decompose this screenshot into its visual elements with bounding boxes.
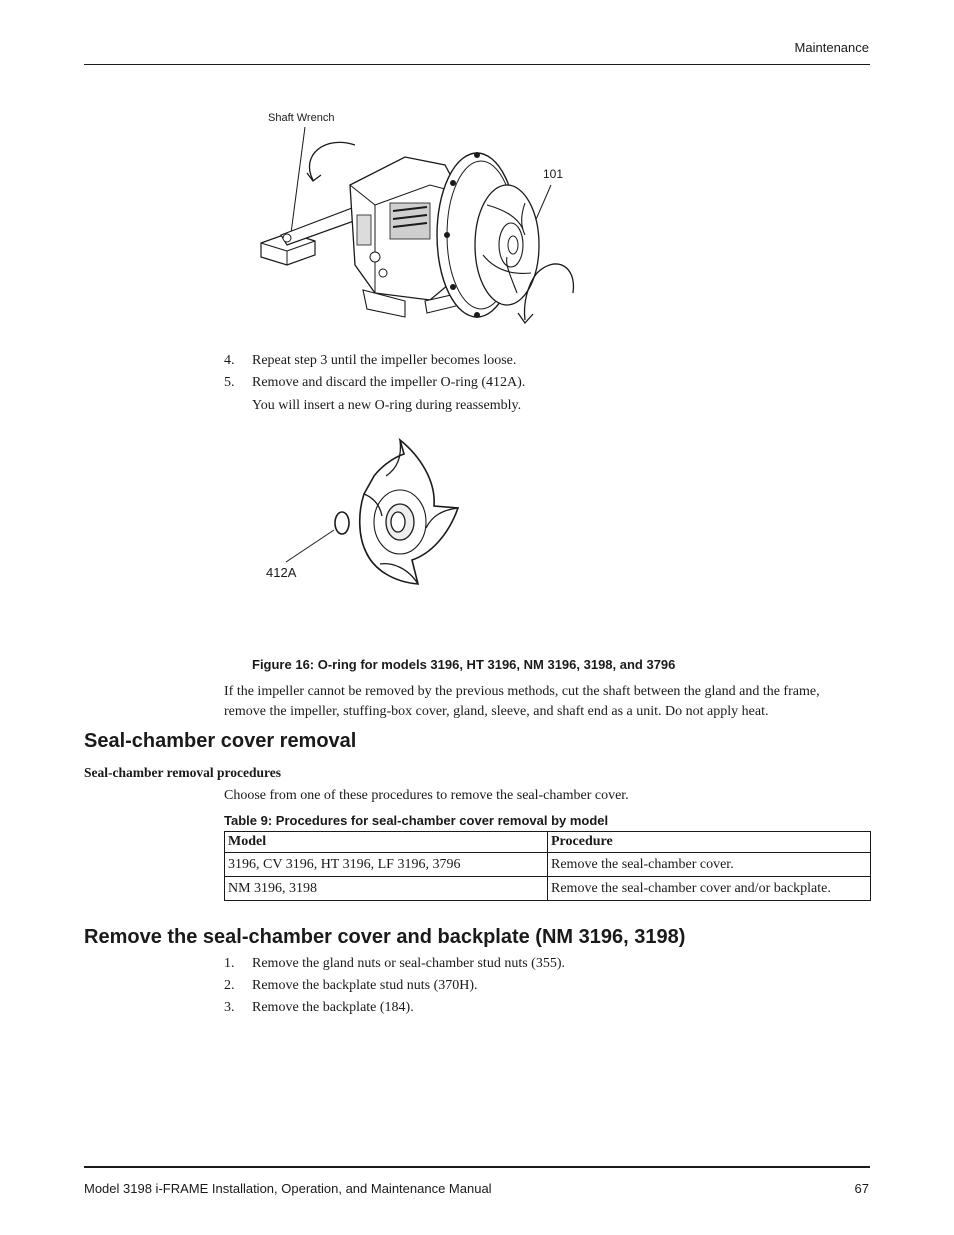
table-title: Table 9: Procedures for seal-chamber cover removal by model: [224, 813, 609, 828]
step-number: 4.: [224, 353, 235, 368]
step-number: 3.: [224, 1000, 235, 1015]
callout-shaft-wrench: Shaft Wrench: [268, 112, 335, 124]
steps-list-a: [224, 350, 525, 417]
list-item: [224, 350, 525, 372]
table-cell-procedure: Remove the seal-chamber cover and/or backplate.: [548, 877, 871, 901]
list-item: [224, 953, 565, 975]
step-text: Remove the gland nuts or seal-chamber stud nuts (355).: [252, 956, 565, 971]
procedure-table: [224, 831, 871, 901]
figure-caption: Figure 16: O-ring for models 3196, HT 3196, NM 3196, 3198, and 3796: [252, 657, 676, 672]
step-number: 5.: [224, 375, 235, 390]
page-number: 67: [854, 1181, 869, 1196]
table-cell-model: NM 3196, 3198: [225, 877, 548, 901]
steps-list-b: [224, 953, 565, 1019]
footer-title: Model 3198 i-FRAME Installation, Operation, and Maintenance Manual: [84, 1181, 492, 1196]
list-item: [224, 372, 525, 394]
section-heading: Seal-chamber cover removal: [84, 730, 357, 752]
step-text: Remove and discard the impeller O-ring (412A).: [252, 375, 526, 390]
list-item: [224, 997, 565, 1019]
impeller-oring-figure: [262, 436, 472, 586]
callout-412a: 412A: [266, 565, 297, 580]
step-number: 2.: [224, 978, 235, 993]
column-header-model: Model: [225, 832, 548, 853]
body-paragraph: If the impeller cannot be removed by the previous methods, cut the shaft between the gland and the frame, remove the impeller, stuffing-box cover, gland, sleeve, and shaft end as a unit. Do not apply heat.: [224, 684, 820, 719]
callout-101: 101: [543, 167, 564, 181]
step-number: 1.: [224, 956, 235, 971]
step-note: You will insert a new O-ring during reassembly.: [252, 398, 522, 413]
step-text: Remove the backplate stud nuts (370H).: [252, 978, 478, 993]
table-row: [225, 877, 871, 901]
intro-text: Choose from one of these procedures to remove the seal-chamber cover.: [224, 788, 629, 803]
table-cell-procedure: Remove the seal-chamber cover.: [548, 853, 871, 877]
table-cell-model: 3196, CV 3196, HT 3196, LF 3196, 3796: [225, 853, 548, 877]
step-text: Repeat step 3 until the impeller becomes loose.: [252, 353, 517, 368]
header-rule: [84, 64, 870, 65]
footer-rule: [84, 1166, 870, 1168]
table-header-row: [225, 832, 871, 853]
step-text: Remove the backplate (184).: [252, 1000, 414, 1015]
column-header-procedure: Procedure: [548, 832, 871, 853]
section-heading: Remove the seal-chamber cover and backplate (NM 3196, 3198): [84, 926, 686, 948]
pump-shaft-wrench-figure: [255, 105, 595, 337]
running-header: Maintenance: [794, 40, 869, 55]
subsection-heading: Seal-chamber removal procedures: [84, 765, 281, 780]
list-item: [224, 975, 565, 997]
table-row: [225, 853, 871, 877]
